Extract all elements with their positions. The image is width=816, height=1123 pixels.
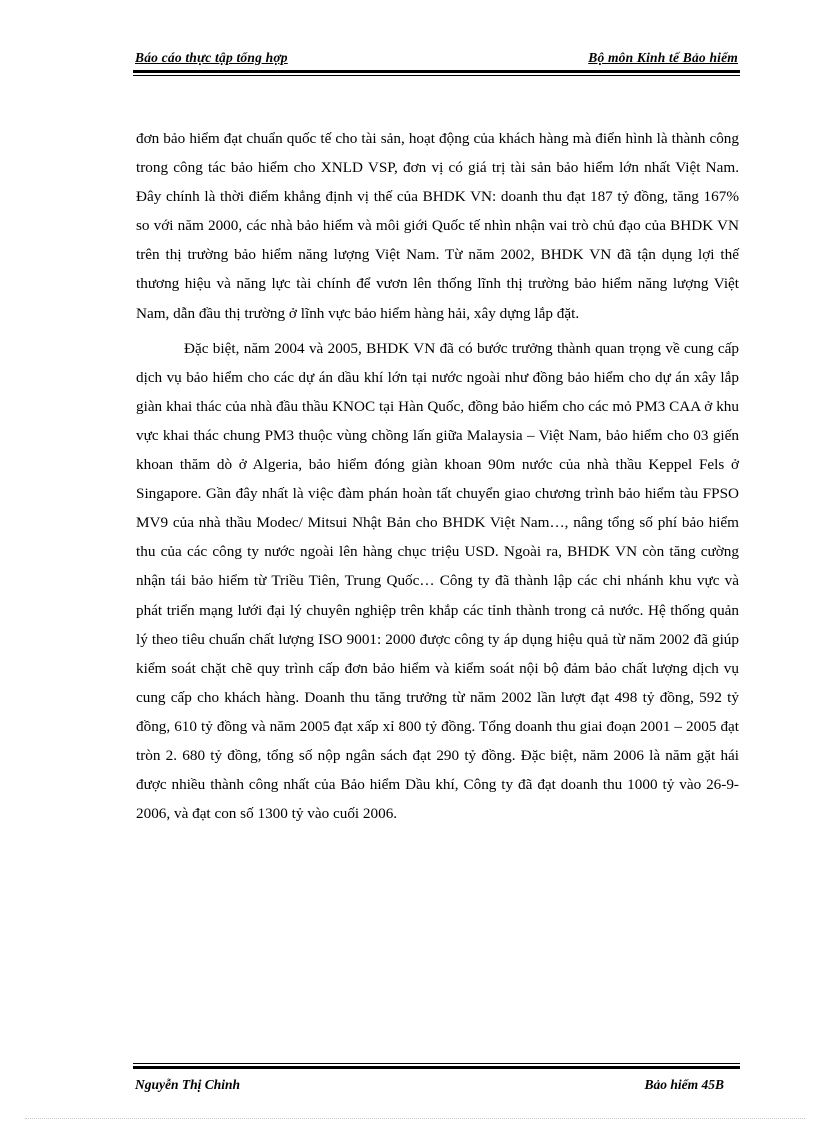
footer-class: Bảo hiểm 45B — [644, 1077, 724, 1092]
header-rule-thick — [133, 70, 740, 73]
footer-author: Nguyễn Thị Chinh — [135, 1077, 241, 1092]
body-text — [136, 124, 739, 828]
page-edge-divider — [25, 1118, 805, 1119]
header-report-title: Báo cáo thực tập tổng hợp — [135, 50, 288, 65]
paragraph-1: đơn bảo hiểm đạt chuẩn quốc tế cho tài sản, hoạt động của khách hàng mà điển hình là thành công trong công tác bảo hiểm cho XNLD VSP, đơn vị có giá trị tài sản bảo hiểm lớn nhất Việt Nam. Đây chính là thời điểm khẳng định vị thế của BHDK VN: doanh thu đạt 187 tỷ đồng, tăng 167% so với năm 2000, các nhà bảo hiểm và môi giới Quốc tế nhìn nhận vai trò chủ đạo của BHDK VN trên thị trường bảo hiểm năng lượng Việt Nam. Từ năm 2002, BHDK VN đã tận dụng lợi thế thương hiệu và năng lực tài chính để vươn lên thống lĩnh thị trường bảo hiểm năng lượng Việt Nam, dẫn đầu thị trường ở lĩnh vực bảo hiểm hàng hải, xây dựng lắp đặt. — [136, 130, 739, 322]
footer-rule-thick — [133, 1066, 740, 1069]
paragraph-2: Đặc biệt, năm 2004 và 2005, BHDK VN đã có bước trưởng thành quan trọng về cung cấp dịch vụ bảo hiểm cho các dự án dầu khí lớn tại nước ngoài như đồng bảo hiểm cho dự án xây lắp giàn khai thác của nhà đầu thầu KNOC tại Hàn Quốc, đồng bảo hiểm cho các mỏ PM3 CAA ở khu vực khai thác chung PM3 thuộc vùng chồng lấn giữa Malaysia – Việt Nam, bảo hiểm cho 03 giến khoan thăm dò ở Algeria, bảo hiểm đóng giàn khoan 90m nước của nhà thầu Keppel Fels ở Singapore. Gần đây nhất là việc đàm phán hoàn tất chuyển giao chương trình bảo hiểm tàu FPSO MV9 của nhà thầu Modec/ Mitsui Nhật Bản cho BHDK Việt Nam…, nâng tổng số phí bảo hiểm thu của các công ty nước ngoài lên hàng chục triệu USD. Ngoài ra, BHDK VN còn tăng cường nhận tái bảo hiểm từ Triều Tiên, Trung Quốc… Công ty đã thành lập các chi nhánh khu vực và phát triển mạng lưới đại lý chuyên nghiệp trên khắp các tỉnh thành trong cả nước. Hệ thống quản lý theo tiêu chuẩn chất lượng ISO 9001: 2000 được công ty áp dụng hiệu quả từ năm 2002 đã giúp kiểm soát chặt chẽ quy trình cấp đơn bảo hiểm và kiểm soát nội bộ đảm bảo chất lượng dịch vụ cung cấp cho khách hàng. Doanh thu tăng trưởng từ năm 2002 lần lượt đạt 498 tỷ đồng, 592 tỷ đồng, 610 tỷ đồng và năm 2005 đạt xấp xỉ 800 tỷ đồng. Tổng doanh thu giai đoạn 2001 – 2005 đạt tròn 2. 680 tỷ đồng, tổng số nộp ngân sách đạt 290 tỷ đồng. Đặc biệt, năm 2006 là năm gặt hái được nhiều thành công nhất của Bảo hiểm Dầu khí, Công ty đã đạt doanh thu 1000 tỷ vào 26-9-2006, và đạt con số 1300 tỷ vào cuối 2006. — [136, 339, 739, 823]
header-department: Bộ môn Kinh tế Bảo hiểm — [588, 50, 738, 65]
footer-rule-thin — [133, 1063, 740, 1064]
header-rule-thin — [133, 75, 740, 76]
